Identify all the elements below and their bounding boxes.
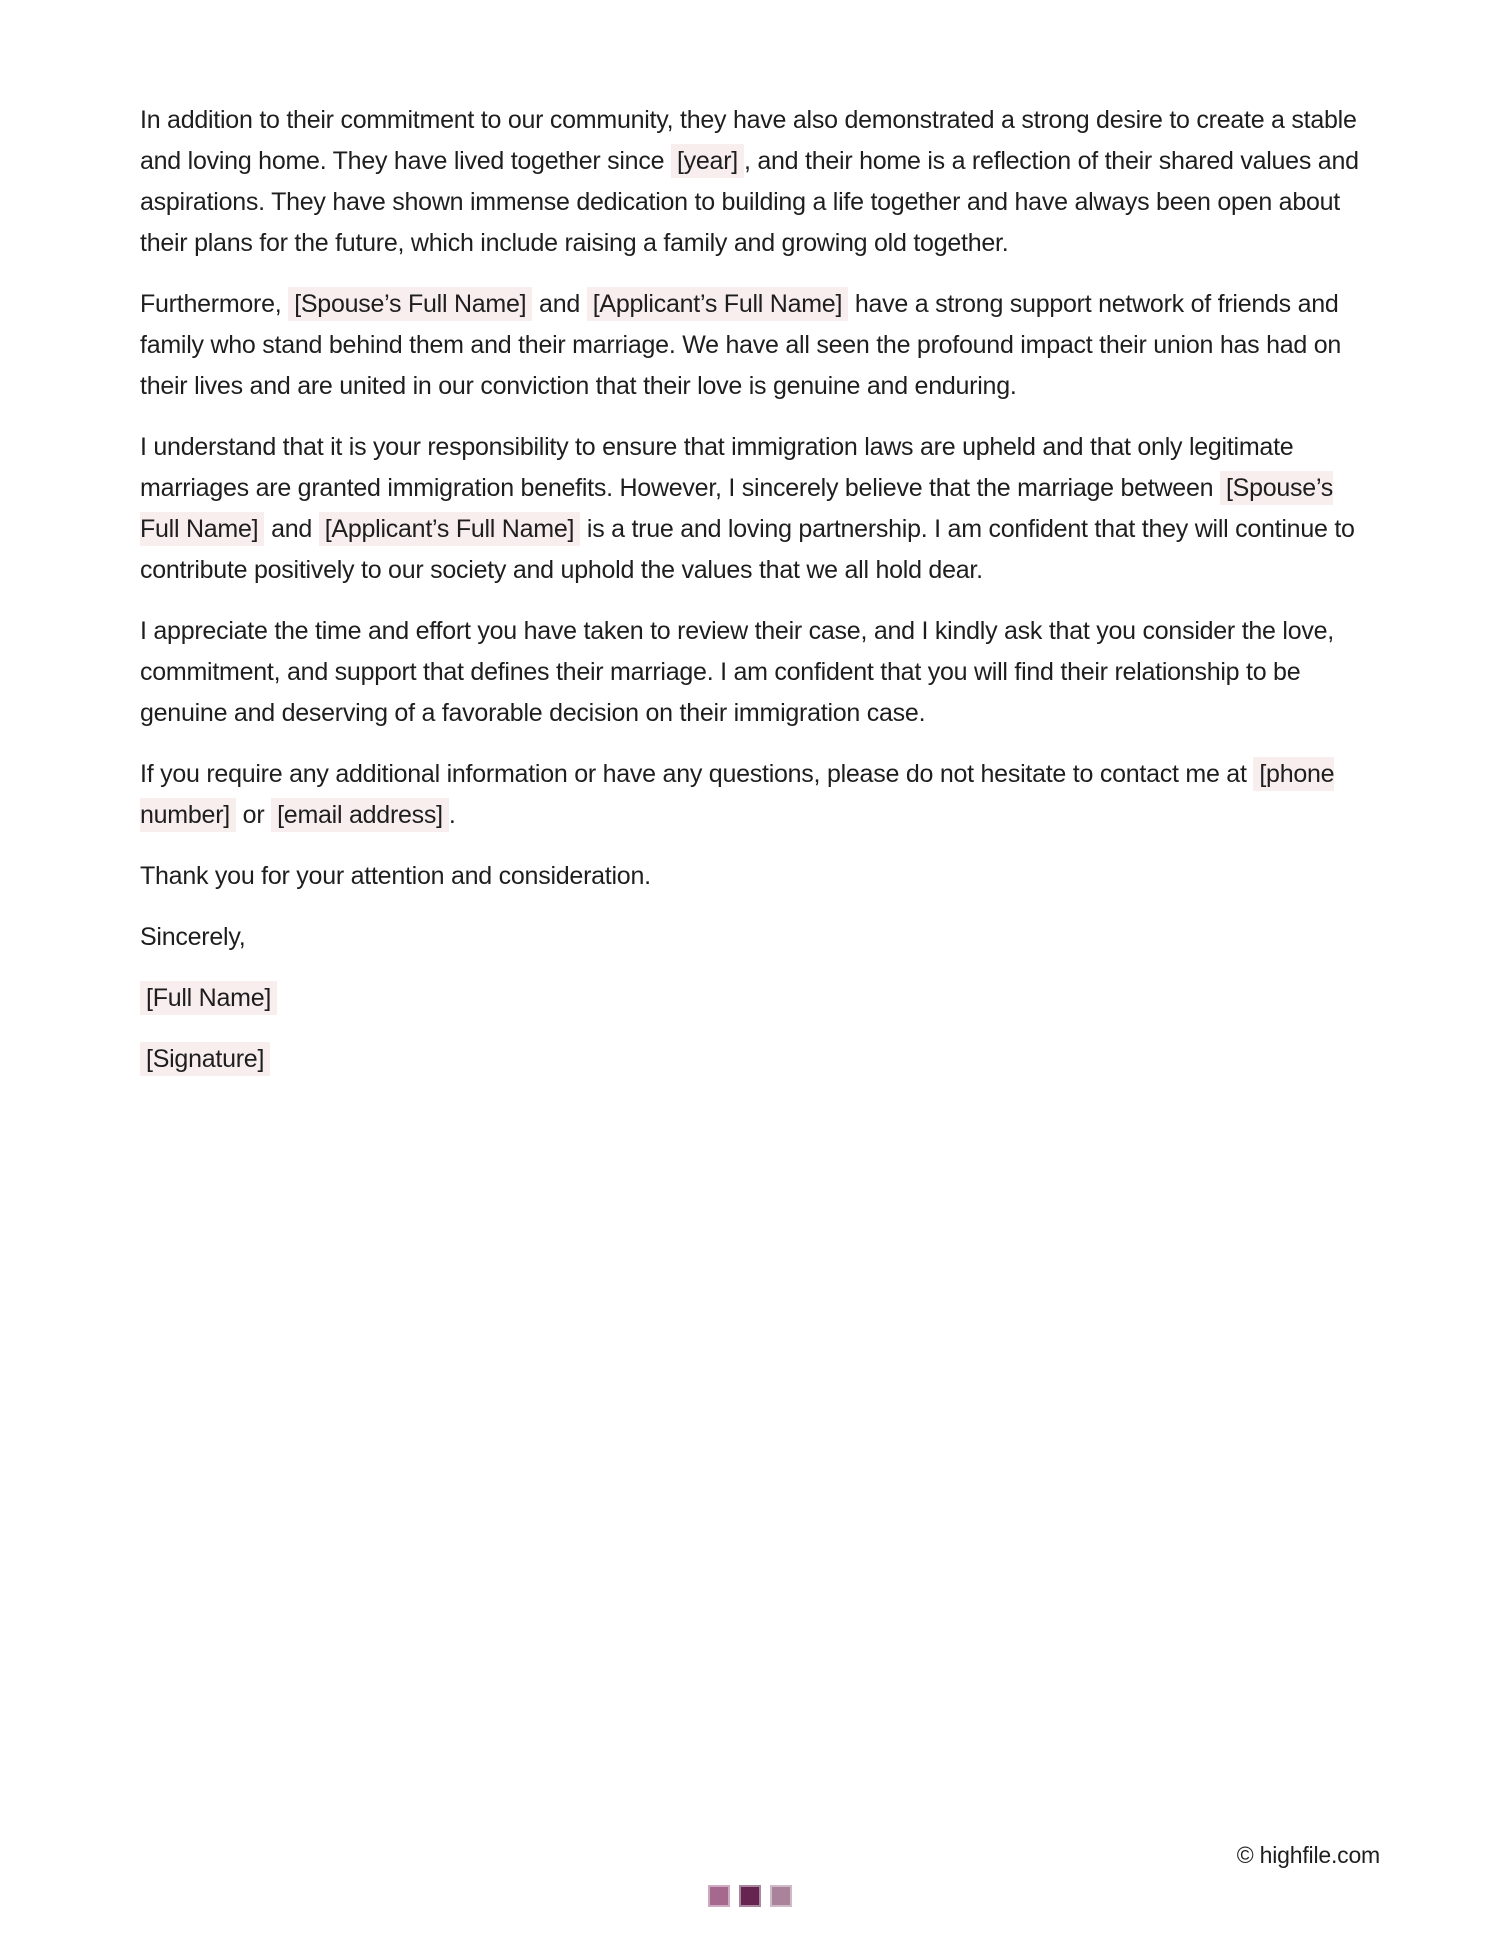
letter-paragraph bbox=[140, 917, 1362, 958]
letter-paragraph bbox=[140, 427, 1362, 591]
text-run: If you require any additional information or have any questions, please do not hesitate to contact me at bbox=[140, 760, 1254, 788]
letter-paragraph bbox=[140, 978, 1362, 1019]
text-run: and bbox=[264, 515, 319, 543]
placeholder-field[interactable]: [year] bbox=[671, 144, 744, 178]
brand-square bbox=[770, 1885, 792, 1907]
placeholder-field[interactable]: [Signature] bbox=[140, 1042, 270, 1076]
text-run: , and their home is a reflection of their shared values and aspirations. They have shown immense dedication to building a life together and have always been open about their plans for the future, which include raising a family and growing old together. bbox=[140, 147, 1359, 257]
placeholder-field[interactable]: [Spouse’s Full Name] bbox=[140, 471, 1333, 546]
placeholder-field[interactable]: [phone number] bbox=[140, 757, 1334, 832]
text-run: Furthermore, bbox=[140, 290, 289, 318]
letter-body bbox=[140, 100, 1362, 1100]
letter-paragraph bbox=[140, 754, 1362, 836]
letter-paragraph bbox=[140, 611, 1362, 734]
letter-paragraph bbox=[140, 1039, 1362, 1080]
text-run: . bbox=[448, 801, 456, 829]
text-run: and bbox=[532, 290, 587, 318]
text-run: I appreciate the time and effort you have taken to review their case, and I kindly ask that you consider the love, commitment, and support that defines their marriage. I am confident that you will find their relationship to be genuine and deserving of a favorable decision on their immigration case. bbox=[140, 617, 1334, 727]
placeholder-field[interactable]: [email address] bbox=[271, 798, 449, 832]
text-run: is a true and loving partnership. I am confident that they will continue to contribute positively to our society and uphold the values that we all hold dear. bbox=[140, 515, 1355, 584]
text-run: or bbox=[235, 801, 272, 829]
text-run: Thank you for your attention and consideration. bbox=[140, 862, 651, 890]
text-run: In addition to their commitment to our community, they have also demonstrated a strong desire to create a stable and loving home. They have lived together since bbox=[140, 106, 1357, 175]
footer-brand-squares bbox=[708, 1885, 792, 1907]
brand-square bbox=[739, 1885, 761, 1907]
placeholder-field[interactable]: [Full Name] bbox=[140, 981, 277, 1015]
letter-paragraph bbox=[140, 284, 1362, 407]
brand-square bbox=[708, 1885, 730, 1907]
letter-paragraph bbox=[140, 100, 1362, 264]
placeholder-field[interactable]: [Applicant’s Full Name] bbox=[587, 287, 848, 321]
copyright-text: © highfile.com bbox=[1236, 1842, 1380, 1868]
text-run: Sincerely, bbox=[140, 923, 246, 951]
text-run: I understand that it is your responsibility to ensure that immigration laws are upheld and that only legitimate marriages are granted immigration benefits. However, I sincerely believe that the marriage between bbox=[140, 433, 1294, 502]
placeholder-field[interactable]: [Applicant’s Full Name] bbox=[319, 512, 580, 546]
letter-paragraph bbox=[140, 856, 1362, 897]
placeholder-field[interactable]: [Spouse’s Full Name] bbox=[288, 287, 532, 321]
text-run: have a strong support network of friends and family who stand behind them and their marriage. We have all seen the profound impact their union has had on their lives and are united in our conviction that their love is genuine and enduring. bbox=[140, 290, 1342, 400]
